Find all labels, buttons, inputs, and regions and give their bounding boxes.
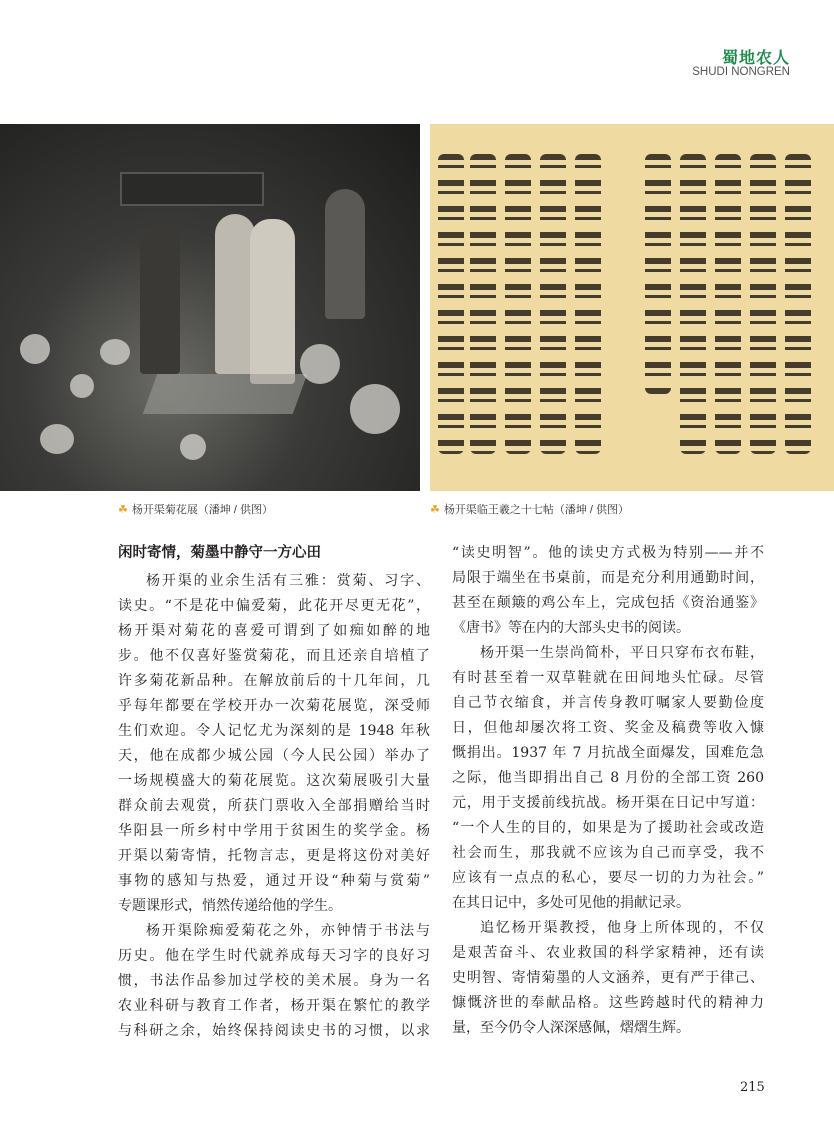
text-line: 局限于端坐在书桌前，而是充分利用通勤时间，	[452, 570, 764, 586]
paragraph	[118, 569, 430, 919]
text-line: 自己节衣缩食，并言传身教叮嘱家人要勤俭度	[452, 695, 764, 711]
article-column-left	[118, 542, 430, 1044]
text-line: 读史。“不是花中偏爱菊，此花开尽更无花”，	[118, 598, 430, 614]
wheat-icon: ☘	[118, 503, 128, 516]
text-line: 史明智、寄情菊墨的人文涵养，更有严于律己、	[452, 970, 764, 986]
section-heading: 闲时寄情，菊墨中静守一方心田	[118, 545, 321, 561]
text-line: 开渠以菊寄情，托物言志，更是将这份对美好	[118, 848, 430, 864]
text-line: 慨捐出。1937 年 7 月抗战全面爆发，国难危急	[452, 745, 764, 761]
text-line: 步。他不仅喜好鉴赏菊花，而且还亲自培植了	[118, 648, 430, 664]
text-line: 慷慨济世的奉献品格。这些跨越时代的精神力	[452, 995, 764, 1011]
text-line: 惯，书法作品参加过学校的美术展。身为一名	[118, 973, 430, 989]
text-line: 追忆杨开渠教授，他身上所体现的，不仅	[480, 920, 764, 936]
text-line: “读史明智”。他的读史方式极为特别——并不	[452, 545, 764, 561]
paragraph	[452, 541, 764, 641]
text-line: 历史。他在学生时代就养成每天习字的良好习	[118, 948, 430, 964]
text-line: 日，但他却屡次将工资、奖金及稿费等收入慷	[452, 720, 764, 736]
caption-text: 杨开渠临王羲之十七帖（潘坤 / 供图）	[443, 504, 630, 516]
figure-caption-2	[430, 501, 629, 517]
caption-text: 杨开渠菊花展（潘坤 / 供图）	[131, 504, 274, 516]
text-line: 《唐书》等在内的大部头史书的阅读。	[452, 620, 690, 636]
section-title-en: SHUDI NONGREN	[692, 66, 790, 78]
text-line: 是艰苦奋斗、农业救国的科学家精神，还有读	[452, 945, 764, 961]
text-line: 杨开渠对菊花的喜爱可谓到了如痴如醉的地	[118, 623, 430, 639]
wheat-icon: ☘	[430, 503, 440, 516]
text-line: 专题课形式，悄然传递给他的学生。	[118, 898, 342, 914]
text-line: 华阳县一所乡村中学用于贫困生的奖学金。杨	[118, 823, 430, 839]
text-line: “一个人生的目的，如果是为了援助社会或改造	[452, 820, 764, 836]
text-line: 乎每年都要在学校开办一次菊花展览，深受师	[118, 698, 430, 714]
text-line: 群众前去观赏，所获门票收入全部捐赠给当时	[118, 798, 430, 814]
chrysanthemum-exhibition-photo	[0, 124, 420, 491]
calligraphy-photo	[430, 124, 834, 491]
text-line: 杨开渠一生崇尚简朴，平日只穿布衣布鞋，	[480, 645, 764, 661]
text-line: 一场规模盛大的菊花展览。这次菊展吸引大量	[118, 773, 430, 789]
article-column-right	[452, 541, 764, 1041]
text-line: 元，用于支援前线抗战。杨开渠在日记中写道：	[452, 795, 764, 811]
text-line: 杨开渠的业余生活有三雅：赏菊、习字、	[146, 573, 430, 589]
text-line: 之际，他当即捐出自己 8 月份的全部工资 260	[452, 770, 764, 786]
text-line: 天，他在成都少城公园（今人民公园）举办了	[118, 748, 430, 764]
page-number: 215	[740, 1080, 765, 1095]
text-line: 应该有一点点的私心，要尽一切的力为社会。”	[452, 870, 764, 886]
text-line: 甚至在颠簸的鸡公车上，完成包括《资治通鉴》	[452, 595, 764, 611]
text-line: 量，至今仍令人深深感佩，熠熠生辉。	[452, 1020, 690, 1036]
text-line: 在其日记中，多处可见他的捐献记录。	[452, 895, 690, 911]
figure-caption-1	[118, 501, 273, 517]
text-line: 农业科研与教育工作者，杨开渠在繁忙的教学	[118, 998, 430, 1014]
text-line: 生们欢迎。令人记忆尤为深刻的是 1948 年秋	[118, 723, 430, 739]
text-line: 有时甚至着一双草鞋就在田间地头忙碌。尽管	[452, 670, 764, 686]
text-line: 许多菊花新品种。在解放前后的十几年间，几	[118, 673, 430, 689]
text-line: 与科研之余，始终保持阅读史书的习惯，以求	[118, 1023, 430, 1039]
paragraph	[118, 919, 430, 1044]
text-line: 事物的感知与热爱，通过开设“种菊与赏菊”	[118, 873, 430, 889]
text-line: 杨开渠除痴爱菊花之外，亦钟情于书法与	[146, 923, 430, 939]
text-line: 社会而生，那我就不应该为自己而享受，我不	[452, 845, 764, 861]
section-title-cn: 蜀地农人	[721, 48, 790, 67]
paragraph	[452, 641, 764, 916]
paragraph	[452, 916, 764, 1041]
